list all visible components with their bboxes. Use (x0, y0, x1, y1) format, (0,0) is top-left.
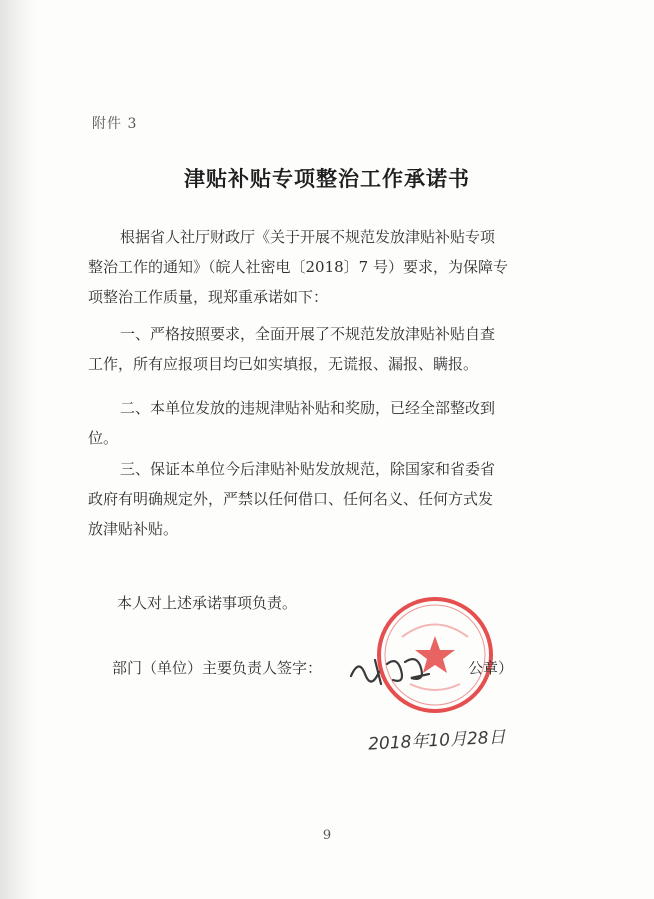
handwritten-signature (345, 650, 437, 690)
paragraph-line: 三、保证本单位今后津贴补贴发放规范，除国家和省委省 (120, 460, 496, 478)
paragraph-line: 政府有明确规定外，严禁以任何借口、任何名义、任何方式发 (88, 490, 494, 508)
paragraph-line: 放津贴补贴。 (88, 520, 179, 538)
paragraph-line: 二、本单位发放的违规津贴补贴和奖励，已经全部整改到 (120, 399, 496, 417)
handwritten-date: 2018年10月28日 (367, 727, 507, 755)
paragraph-line: 工作，所有应报项目均已如实填报，无谎报、漏报、瞒报。 (88, 355, 479, 373)
paragraph-line: 根据省人社厅财政厅《关于开展不规范发放津贴补贴专项 (120, 228, 496, 246)
paragraph-item-2 (88, 393, 558, 453)
paragraph-line: 位。 (88, 429, 119, 447)
paragraph-item-1 (88, 319, 558, 379)
signature-label: 部门（单位）主要负责人签字： (112, 659, 323, 677)
paragraph-line: 项整治工作质量，现郑重承诺如下： (88, 288, 329, 306)
seal-label: 公章） (468, 659, 514, 677)
paragraph-line: 一、严格按照要求，全面开展了不规范发放津贴补贴自查 (120, 325, 496, 343)
scan-edge-shadow (0, 0, 38, 899)
attachment-label: 附件 3 (92, 116, 138, 132)
document-title: 津贴补贴专项整治工作承诺书 (184, 167, 470, 191)
paragraph-line: 整治工作的通知》（皖人社密电〔2018〕7 号）要求，为保障专 (88, 258, 508, 276)
paragraph-item-3 (88, 454, 558, 544)
paragraph-intro (88, 222, 558, 312)
commitment-statement: 本人对上述承诺事项负责。 (117, 594, 298, 612)
page-number: 9 (322, 828, 332, 843)
